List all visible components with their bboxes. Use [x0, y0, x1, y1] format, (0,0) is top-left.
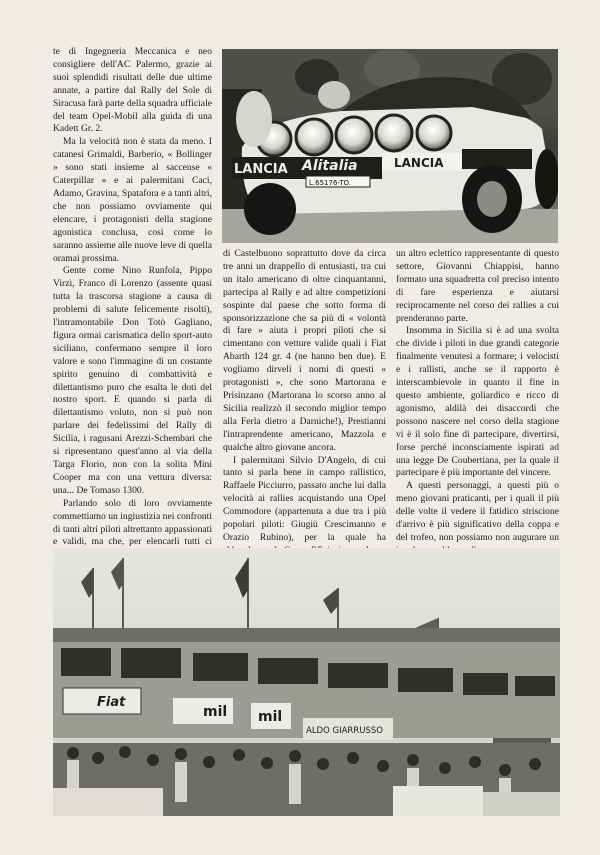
livery-lancia-left: LANCIA	[234, 162, 288, 177]
paragraph: A questi personaggi, a questi più o meno giovani praticanti, per i quali il più delle volte il vedere il fatidico striscione d'arrivo è più significativo della coppa e del trofeo, non possiamo non augurare un	[396, 480, 559, 543]
paragraph: I palermitani Silvio D'Angelo, di cui tanto si parla bene in campo rallistico, Raffaele Picciurro, passato anche lui dalla velocità ai rallies acquistando una Opel Commodore (appartenuta a due tra i più popolari piloti: Giugiù Crescimanno e Orazio Rubino), per la quale ha	[223, 454, 386, 543]
license-plate: L.65176-TO.	[309, 179, 352, 187]
livery-alitalia: Alitalia	[302, 158, 358, 174]
paragraph: di Castelbuono soprattutto dove da circa tre anni un drappello di entusiasti, tra cui un italo americano di oltre cinquantanni, partecipa al Rally e ad altre competizioni sospinte dal paese che sotto forma di sponsorizzazione che sa più di « volontà di fare » aiuta i propri piloti che si cimentano con vetture valide quali i Fiat Abarth 124 gr. 4 (ne hanno ben due). E vogliamo dirveli i nomi di questi « protagonisti », che sono Martorana e Prisinzano (Martorana lo scorso anno al Sicilia realizzò il secondo miglior tempo alla Ferla dietro a Darniche!), Prestianni l'intraprendente americano, Mazzola e qualche altro giovane ancora.	[223, 248, 386, 453]
banner-fiat-left: Fiat	[97, 695, 126, 710]
pits-crowd-photo	[53, 548, 560, 816]
paragraph: te di Ingegneria Meccanica e neo consigliere dell'AC Palermo, grazie ai suoi splendidi risultati delle due ultime annate, a partire dal Rally del Sole di Siracusa farà parte della squadra ufficiale del team Opel-Mobil alla guida di una Kadett Gr. 2.	[53, 46, 212, 135]
livery-lancia-right: LANCIA	[394, 156, 444, 170]
article-column-1	[53, 46, 212, 614]
paragraph: Ma la velocità non è stata da meno. I catanesi Grimaldi, Barberio, « Bollinger » sono stati insieme al saccense « Caterpillar » e ai palermitani Caci, Adamo, Gravina, Spatafora e a tanti altri, che non possiamo ovviamente qui elencare, i protagonisti della stagione agonistica conclusa, così come lo saranno assieme alle nuove leve di quella oramai prossima.	[53, 136, 212, 264]
banner-mil-2: mil	[258, 709, 283, 725]
paragraph: Insomma in Sicilia si è ad una svolta che divide i piloti in due grandi categorie finalmente venutesi a formare; i velocisti e i rallisti, anche se il rapporto è interscambievole in quanto il fine in questo ambiente, goliardico e ricco di agonismo, aldilà dei disaccordi che possono nascere nel corso della stagione vi è il solo fine di partecipare, divertirsi, forse perché inconsciamente ispirati ad una legge De Coubertiana, per la quale il partecipare è più importante del vincere.	[396, 325, 559, 479]
pits-crowd-image	[53, 548, 560, 816]
paragraph: un altro eclettico rappresentante di questo settore, Giovanni Chiappisi, hanno formato una squadretta col preciso intento di fare esperienza e aiutarsi reciprocamente nel corso dei rallies a cui prenderanno parte.	[396, 248, 559, 324]
rally-car-image	[222, 49, 558, 243]
paragraph: Parlando solo di loro ovviamente commettiamo un ingiustizia nei confronti di tanti altri piloti altrettanto appassionati e validi, ma che, per elencarli tutti ci	[53, 497, 212, 548]
paragraph: Gente come Nino Runfola, Pippo Virzì, Franco di Lorenzo (assente quasi tutta la trascorsa stagione a causa di problemi di salute felicemente risolti), l'intramontabile Don Totò Gagliano, figura ormai carismatica dello sport-auto siciliano, confermano sempre il loro valore e sono l'immagine di un costante spirito genuino di combattività e dilettantismo puro che esalta le doti del nostro sport. E quando si parla di dilettantismo voluto, non si può non parlare dei fedelissimi del Rally di Sicilia, i ragusani Arezzi-Schembari che si ripresentano quest'anno al via della Targa Florio, non con la solita Mini Cooper ma con una vettura diversa: una... De Tomaso 1300.	[53, 265, 212, 496]
article-column-3	[396, 248, 559, 558]
banner-aldo-giarrusso: ALDO GIARRUSSO	[306, 726, 383, 736]
article-column-2	[223, 248, 386, 558]
banner-mil: mil	[203, 704, 228, 720]
rally-car-photo	[222, 49, 558, 243]
